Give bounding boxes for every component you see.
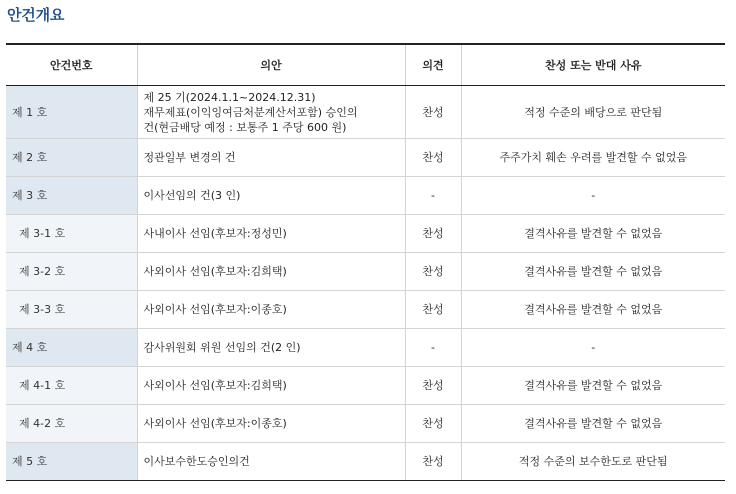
table-row	[6, 329, 725, 367]
agenda-title-cell	[137, 443, 405, 481]
table-row	[6, 291, 725, 329]
table-row	[6, 215, 725, 253]
agenda-title-line: 건(현금배당 예정 : 보통주 1 주당 600 원)	[143, 120, 347, 134]
agenda-title-cell	[137, 253, 405, 291]
opinion-cell: 찬성	[405, 443, 461, 481]
reason-cell: 주주가치 훼손 우려를 발견할 수 없었음	[461, 139, 725, 177]
section-title: 안건개요	[7, 6, 65, 24]
table-header-row	[6, 44, 725, 86]
agenda-title-line: 이사보수한도승인의건	[143, 455, 250, 468]
header-opinion: 의견	[405, 44, 461, 86]
reason-cell: 결격사유를 발견할 수 없었음	[461, 405, 725, 443]
agenda-number-cell: 제 3-2 호	[6, 253, 137, 291]
agenda-number-cell: 제 5 호	[6, 443, 137, 481]
agenda-title-line: 사내이사 선임(후보자:정성민)	[143, 227, 287, 240]
agenda-title-cell	[137, 215, 405, 253]
reason-cell: 결격사유를 발견할 수 없었음	[461, 253, 725, 291]
opinion-cell: 찬성	[405, 253, 461, 291]
opinion-cell: 찬성	[405, 86, 461, 139]
reason-cell: 적정 수준의 보수한도로 판단됨	[461, 443, 725, 481]
agenda-title-line: 사외이사 선임(후보자:이종호)	[143, 417, 287, 430]
agenda-title-line: 감사위원회 위원 선임의 건(2 인)	[143, 341, 301, 354]
agenda-table	[6, 43, 725, 481]
agenda-number-cell: 제 4-2 호	[6, 405, 137, 443]
agenda-title-line: 재무제표(이익잉여금처분계산서포함) 승인의	[143, 105, 358, 119]
agenda-title-cell	[137, 86, 405, 139]
agenda-number-cell: 제 3-3 호	[6, 291, 137, 329]
agenda-number-cell: 제 3-1 호	[6, 215, 137, 253]
table-row	[6, 177, 725, 215]
table-row	[6, 367, 725, 405]
header-agenda: 의안	[137, 44, 405, 86]
opinion-cell: 찬성	[405, 139, 461, 177]
reason-cell: 결격사유를 발견할 수 없었음	[461, 367, 725, 405]
agenda-number-cell: 제 3 호	[6, 177, 137, 215]
opinion-cell: 찬성	[405, 405, 461, 443]
reason-cell: -	[461, 177, 725, 215]
table-row	[6, 443, 725, 481]
agenda-title-line: 정관일부 변경의 건	[143, 151, 236, 164]
agenda-title-line: 사외이사 선임(후보자:김희택)	[143, 379, 287, 392]
agenda-title-cell	[137, 291, 405, 329]
reason-cell: 결격사유를 발견할 수 없었음	[461, 215, 725, 253]
agenda-number-cell: 제 2 호	[6, 139, 137, 177]
reason-cell: -	[461, 329, 725, 367]
opinion-cell: -	[405, 177, 461, 215]
header-agenda-number: 안건번호	[6, 44, 137, 86]
table-row	[6, 253, 725, 291]
header-reason: 찬성 또는 반대 사유	[461, 44, 725, 86]
agenda-title-cell	[137, 405, 405, 443]
agenda-title-line: 이사선임의 건(3 인)	[143, 189, 241, 202]
table-row	[6, 139, 725, 177]
table-body	[6, 86, 725, 481]
opinion-cell: 찬성	[405, 215, 461, 253]
agenda-title-line: 사외이사 선임(후보자:김희택)	[143, 265, 287, 278]
reason-cell: 적정 수준의 배당으로 판단됨	[461, 86, 725, 139]
agenda-title-cell	[137, 177, 405, 215]
opinion-cell: -	[405, 329, 461, 367]
opinion-cell: 찬성	[405, 367, 461, 405]
agenda-title-cell	[137, 329, 405, 367]
agenda-title-cell	[137, 367, 405, 405]
opinion-cell: 찬성	[405, 291, 461, 329]
agenda-title-line: 제 25 기(2024.1.1~2024.12.31)	[143, 90, 316, 104]
agenda-title-line: 사외이사 선임(후보자:이종호)	[143, 303, 287, 316]
table-row	[6, 405, 725, 443]
agenda-number-cell: 제 4 호	[6, 329, 137, 367]
agenda-number-cell: 제 4-1 호	[6, 367, 137, 405]
reason-cell: 결격사유를 발견할 수 없었음	[461, 291, 725, 329]
table-row	[6, 86, 725, 139]
agenda-title-cell	[137, 139, 405, 177]
agenda-number-cell: 제 1 호	[6, 86, 137, 139]
